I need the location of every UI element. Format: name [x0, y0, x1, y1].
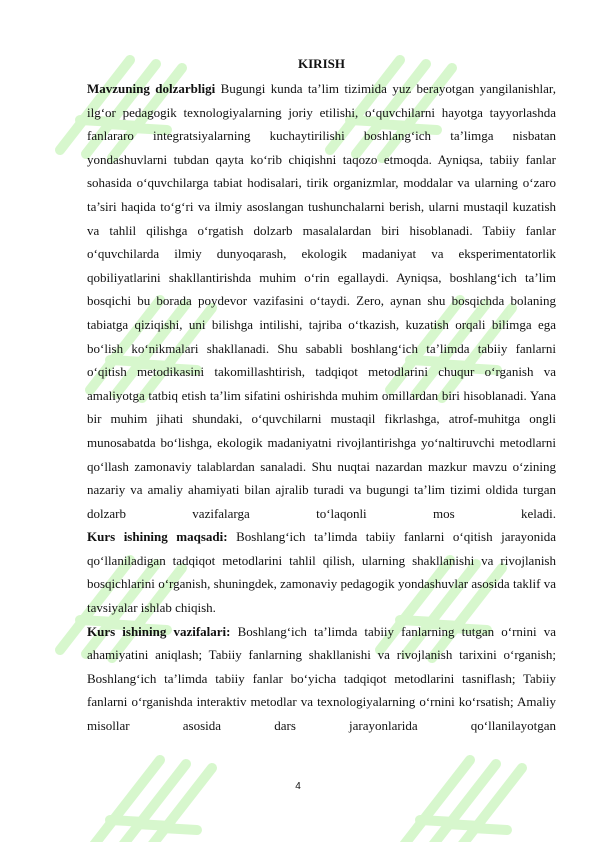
watermark-stroke	[116, 764, 186, 842]
paragraph-relevance	[87, 77, 556, 525]
paragraph-goal	[87, 525, 556, 619]
paragraph-tasks	[87, 620, 556, 738]
watermark-stroke	[400, 760, 470, 842]
document-page	[87, 54, 556, 738]
paragraph-text: Boshlang‘ich ta’limda tabiiy fanlarni o‘qitish jarayonida qo‘llaniladigan tadqiqot metodlarini tahlil qilish, ularning shakllanishi va rivojlanish bosqichlarini o‘rganish, shuningdek, zamonaviy pedagogik yondashuvlar asosida taklif va tavsiyalar ishlab chiqish.	[87, 529, 556, 616]
paragraph-text: Boshlang‘ich ta’limda tabiiy fanlarning tutgan o‘rnini va ahamiyatini aniqlash; Tabiiy fanlarning shakllanishi va rivojlanish tarixini o‘rganish; Boshlang‘ich ta’limda tabiiy fanlar bo‘yicha tadqiqot metodlarini tasniflash; Tabiiy fanlarni o‘rganishda interaktiv metodlar va texnologiyalarning o‘rnini ko‘rsatish; Amaliy misollar asosida dars jarayonlarida qo‘llanilayotgan	[87, 623, 557, 734]
paragraph-lead: Mavzuning dolzarbligi	[87, 81, 216, 96]
paragraph-lead: Kurs ishining maqsadi:	[87, 529, 228, 545]
page-number: 4	[295, 781, 301, 792]
watermark-stroke	[452, 768, 522, 842]
watermark-stroke	[142, 768, 212, 842]
page-title: KIRISH	[298, 56, 345, 71]
paragraph-text: Bugungi kunda ta’lim tizimida yuz berayotgan yangilanishlar, ilg‘or pedagogik texnologiyalarning joriy etilishi, o‘quvchilarni hayotga tayyorlashda fanlararo integratsiyalarning kuchaytirilishi boshlang‘ich ta’limga nisbatan yondashuvlarni tubdan qayta ko‘rib chiqishni taqozo etmoqda. Ayniqsa, tabiiy fanlar sohasida o‘quvchilarga tabiat hodisalari, tirik organizmlar, moddalar va ularning o‘zaro ta’siri haqida to‘g‘ri va ilmiy asoslangan tushunchalarni berish, ularni mustaqil kuzatish va tahlil qilishga o‘rgatish dolzarb masalalardan biri hisoblanadi. Tabiiy fanlar o‘quvchilarda ilmiy dunyoqarash, ekologik madaniyat va eksperimentatorlik qobiliyatlarini shakllantirishda muhim o‘rin egallaydi. Ayniqsa, boshlang‘ich ta’lim bosqichi bu borada poydevor vazifasini o‘taydi. Zero, aynan shu bosqichda bolaning tabiatga qiziqishi, uni bilishga intilishi, tajriba o‘tkazish, kuzatish orqali bilimga ega bo‘lish ko‘nikmalari shakllanadi. Shu sababli boshlang‘ich ta’limda tabiiy fanlarni o‘qitish metodikasini takomillashtirish, tadqiqot metodlarini chuqur o‘rganish va amaliyotga tatbiq etish ta’lim sifatini oshirishda muhim omillardan biri hisoblanadi. Yana bir muhim jihati shundaki, o‘quvchilarni mustaqil fikrlashga, atrof-muhitga ongli munosabatda bo‘lishga, ekologik madaniyatni rivojlantirishga yo‘naltiruvchi metodlarni qo‘llash zamonaviy talablardan sanaladi. Shu nuqtai nazardan mazkur mavzu o‘zining nazariy va amaliy ahamiyati bilan ajralib turadi va bugungi ta’lim tizimi oldida turgan dolzarb vazifalarga to‘laqonli mos keladi.	[87, 81, 556, 521]
paragraph-lead: Kurs ishining vazifalari:	[87, 623, 231, 639]
watermark-stroke	[90, 760, 160, 842]
watermark-stroke	[426, 764, 496, 842]
